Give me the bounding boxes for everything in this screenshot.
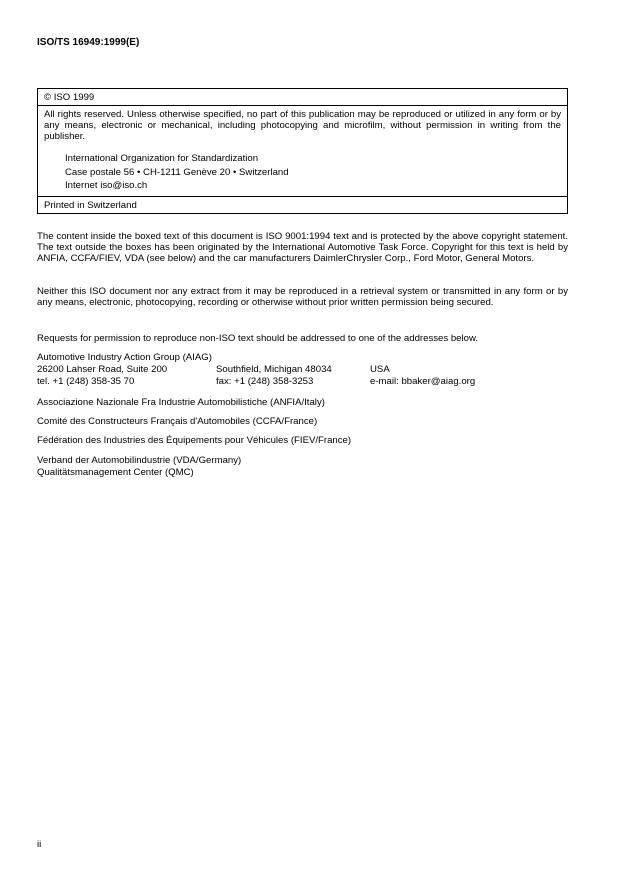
copyright-notice: © ISO 1999 xyxy=(44,92,95,103)
aiag-tel: tel. +1 (248) 358-35 70 xyxy=(37,376,135,387)
rights-statement: All rights reserved. Unless otherwise specified, no part of this publication may be reproduced or utilized in any form or by any means, electronic or mechanical, including photocopying and microfilm, without permission in writing from the publisher. xyxy=(44,109,561,142)
aiag-fax: fax: +1 (248) 358-3253 xyxy=(216,376,314,387)
permission-paragraph: Requests for permission to reproduce non-ISO text should be addressed to one of the addresses below. xyxy=(37,333,479,344)
box-divider-bottom xyxy=(38,196,567,197)
box-divider-top xyxy=(38,105,567,106)
fiev-org: Fédération des Industries des Équipements pour Véhicules (FIEV/France) xyxy=(37,435,352,446)
aiag-city: Southfield, Michigan 48034 xyxy=(216,364,332,375)
aiag-name: Automotive Industry Action Group (AIAG) xyxy=(37,352,212,363)
aiag-street: 26200 Lahser Road, Suite 200 xyxy=(37,364,168,375)
aiag-email: e-mail: bbaker@aiag.org xyxy=(370,376,476,387)
iso-org-internet: Internet iso@iso.ch xyxy=(65,180,148,191)
copyright-box xyxy=(37,88,568,214)
iso-org-name: International Organization for Standardization xyxy=(65,153,259,164)
ccfa-org: Comité des Constructeurs Français d'Automobiles (CCFA/France) xyxy=(37,416,318,427)
qmc-org: Qualitätsmanagement Center (QMC) xyxy=(37,467,194,478)
page-number: ii xyxy=(37,839,42,850)
aiag-country: USA xyxy=(370,364,390,375)
reproduction-paragraph: Neither this ISO document nor any extract from it may be reproduced in a retrieval system or transmitted in any form or by any means, electronic, photocopying, recording or otherwise without prior written permission being secured. xyxy=(37,286,568,308)
printed-in: Printed in Switzerland xyxy=(44,200,137,211)
intro-paragraph: The content inside the boxed text of this document is ISO 9001:1994 text and is protected by the above copyright statement. The text outside the boxes has been originated by the International Automotive Task Force. Copyright for this text is held by ANFIA, CCFA/FIEV, VDA (see below) and the car manufacturers DaimlerChrysler Corp., Ford Motor, General Motors. xyxy=(37,231,568,264)
anfia-org: Associazione Nazionale Fra Industrie Automobilistiche (ANFIA/Italy) xyxy=(37,397,325,408)
document-id-header: ISO/TS 16949:1999(E) xyxy=(37,37,140,48)
vda-org: Verband der Automobilindustrie (VDA/Germany) xyxy=(37,455,242,466)
iso-org-address: Case postale 56 • CH-1211 Genève 20 • Switzerland xyxy=(65,167,289,178)
